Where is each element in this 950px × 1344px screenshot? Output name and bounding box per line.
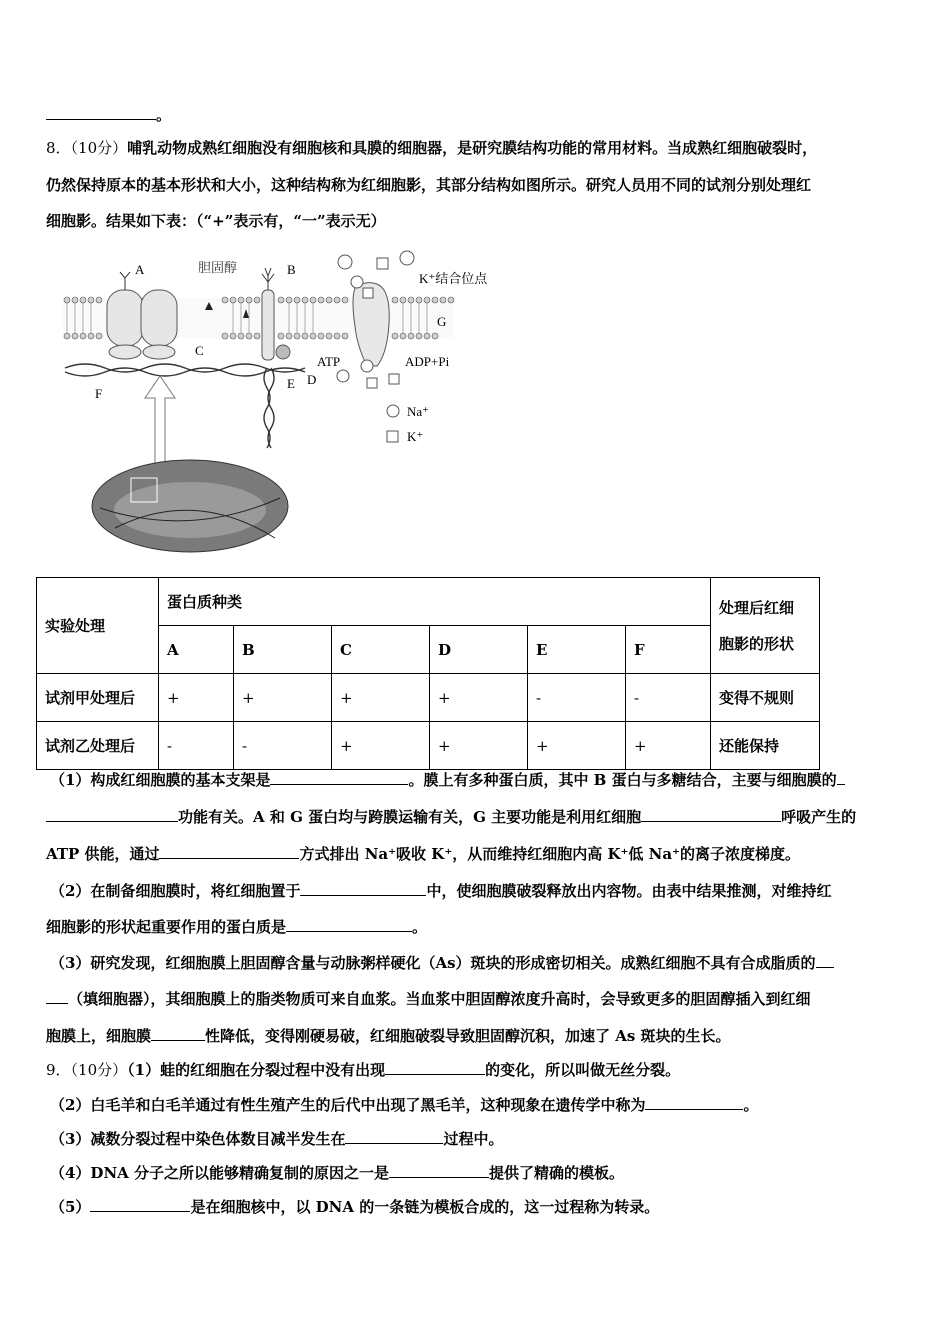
q9-part2: （2）白毛羊和白毛羊通过有性生殖产生的后代中出现了黑毛羊，这种现象在遗传学中称为 。 bbox=[50, 1096, 759, 1114]
table-row: 试剂乙处理后 - - + + + + 还能保持 bbox=[37, 722, 820, 770]
question-number: 8． bbox=[46, 139, 71, 157]
k-legend-icon bbox=[387, 431, 398, 442]
answer-blank[interactable] bbox=[270, 769, 408, 785]
label-c: C bbox=[195, 343, 204, 358]
question-number: 9． bbox=[46, 1061, 71, 1079]
answer-blank[interactable] bbox=[385, 1059, 485, 1075]
membrane-figure bbox=[55, 248, 515, 568]
label-atp: ATP bbox=[317, 354, 341, 369]
answer-blank[interactable] bbox=[345, 1128, 443, 1144]
protein-g bbox=[353, 283, 389, 366]
col-header: B bbox=[234, 626, 332, 674]
question-score: （10分） bbox=[70, 1061, 128, 1079]
answer-blank[interactable] bbox=[151, 1025, 205, 1041]
q9-part3: （3）减数分裂过程中染色体数目减半发生在 过程中。 bbox=[50, 1130, 504, 1148]
answer-blank[interactable] bbox=[159, 843, 299, 859]
q8-part1-line1: （1）构成红细胞膜的基本支架是 。膜上有多种蛋白质，其中 B 蛋白与多糖结合，主要与细胞膜的 bbox=[50, 769, 845, 790]
col-header: C bbox=[332, 626, 430, 674]
q8-line1: 8．（10分）哺乳动物成熟红细胞没有细胞核和具膜的细胞器，是研究膜结构功能的常用材料。当成熟红细胞破裂时， bbox=[46, 139, 818, 157]
table-row: 试剂甲处理后 + + + + - - 变得不规则 bbox=[37, 674, 820, 722]
legend-na: Na⁺ bbox=[407, 404, 430, 419]
label-d: D bbox=[307, 372, 317, 387]
answer-blank[interactable] bbox=[389, 1162, 489, 1178]
red-cell-ghost bbox=[92, 460, 288, 552]
col-header: F bbox=[626, 626, 711, 674]
answer-blank[interactable] bbox=[300, 880, 426, 896]
col-header: A bbox=[159, 626, 234, 674]
label-f: F bbox=[95, 386, 103, 401]
question-score: （10分） bbox=[70, 139, 128, 157]
col-header: E bbox=[528, 626, 626, 674]
q8-part1-line2: 功能有关。A 和 G 蛋白均与跨膜运输有关，G 主要功能是利用红细胞 呼吸产生的 bbox=[46, 806, 856, 827]
label-b: B bbox=[287, 262, 296, 277]
q8-part1-line3: ATP 供能，通过 方式排出 Na⁺吸收 K⁺，从而维持红细胞内高 K⁺低 Na⁺的离子浓度梯度。 bbox=[46, 845, 800, 863]
answer-blank[interactable] bbox=[837, 769, 845, 785]
header-treatment: 实验处理 bbox=[37, 578, 159, 674]
prev-answer-line: 。 bbox=[46, 104, 171, 125]
q8-line2: 仍然保持原本的基本形状和大小，这种结构称为红细胞影，其部分结构如图所示。研究人员用不同的试剂分别处理红 bbox=[46, 176, 812, 194]
spectrin-network bbox=[65, 364, 305, 448]
col-header: D bbox=[430, 626, 528, 674]
label-g: G bbox=[437, 314, 447, 329]
answer-blank[interactable] bbox=[641, 806, 781, 822]
header-protein: 蛋白质种类 bbox=[159, 578, 711, 626]
q9-line1: 9．（10分）（1）蛙的红细胞在分裂过程中没有出现 的变化，所以叫做无丝分裂。 bbox=[46, 1061, 681, 1079]
label-adp: ADP+Pi bbox=[405, 354, 450, 369]
answer-blank[interactable] bbox=[816, 952, 834, 968]
label-cholesterol: 胆固醇 bbox=[198, 260, 238, 275]
label-a: A bbox=[135, 262, 145, 277]
answer-blank[interactable] bbox=[46, 806, 178, 822]
legend-k: K⁺ bbox=[407, 429, 424, 444]
header-shape: 处理后红细 胞影的形状 bbox=[711, 578, 820, 674]
answer-blank[interactable] bbox=[46, 104, 156, 120]
q8-part2-line1: （2）在制备细胞膜时，将红细胞置于 中，使细胞膜破裂释放出内容物。由表中结果推测，对维持红 bbox=[50, 882, 832, 900]
q8-part3-line3: 胞膜上，细胞膜 性降低，变得刚硬易破，红细胞破裂导致胆固醇沉积，加速了 As 斑块的生长。 bbox=[46, 1027, 731, 1045]
protein-a bbox=[107, 272, 177, 359]
answer-blank[interactable] bbox=[46, 988, 68, 1004]
answer-blank[interactable] bbox=[90, 1196, 190, 1212]
q8-part3-line1: （3）研究发现，红细胞膜上胆固醇含量与动脉粥样硬化（As）斑块的形成密切相关。成熟红细胞不具有合成脂质的 bbox=[50, 952, 834, 973]
answer-blank[interactable] bbox=[286, 916, 412, 932]
results-table bbox=[36, 577, 820, 770]
q8-line3: 细胞影。结果如下表：（“+”表示有，“一”表示无） bbox=[46, 212, 386, 230]
q9-part5: （5） 是在细胞核中，以 DNA 的一条链为模板合成的，这一过程称为转录。 bbox=[50, 1198, 660, 1216]
label-e: E bbox=[287, 376, 295, 391]
q9-part4: （4）DNA 分子之所以能够精确复制的原因之一是 提供了精确的模板。 bbox=[50, 1164, 625, 1182]
na-legend-icon bbox=[387, 405, 399, 417]
answer-blank[interactable] bbox=[645, 1094, 743, 1110]
q8-part3-line2: （填细胞器），其细胞膜上的脂类物质可来自血浆。当血浆中胆固醇浓度升高时，会导致更多的胆固醇插入到红细 bbox=[46, 988, 811, 1009]
label-k-binding: K⁺结合位点 bbox=[419, 271, 488, 286]
q8-part2-line2: 细胞影的形状起重要作用的蛋白质是 。 bbox=[46, 918, 428, 936]
